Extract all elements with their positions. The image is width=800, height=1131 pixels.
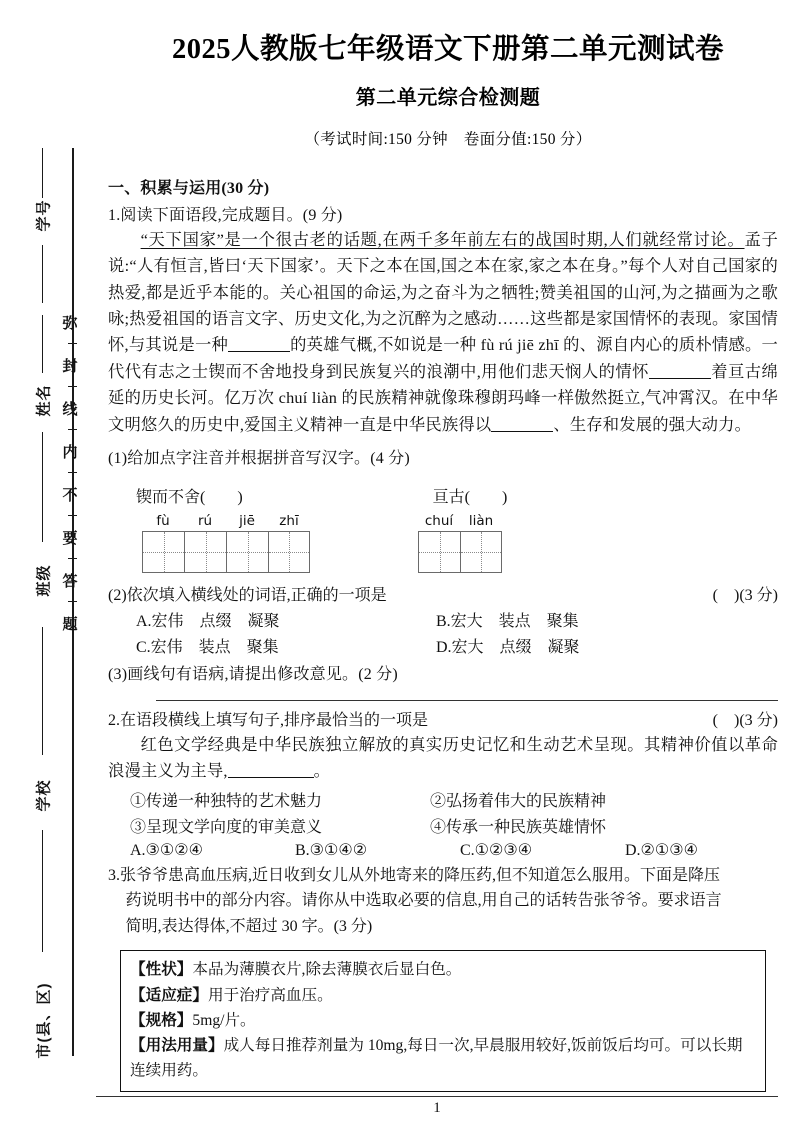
question-3-line-1: 3.张爷爷患高血压病,近日收到女儿从外地寄来的降压药,但不知道怎么服用。下面是降压 bbox=[108, 866, 721, 884]
info-rule bbox=[42, 245, 43, 303]
sidebar-field-市县区: 市(县、区) bbox=[35, 982, 53, 1059]
pinyin-ru: rú bbox=[197, 512, 213, 529]
page-footer bbox=[96, 1096, 778, 1117]
character-boxes-right bbox=[418, 531, 502, 573]
question-2-stem: 2.在语段横线上填写句子,排序最恰当的一项是 bbox=[108, 711, 429, 729]
option-A[interactable]: A.宏伟 点缀 凝聚 bbox=[136, 612, 280, 630]
exam-page bbox=[96, 0, 800, 1131]
question-1-2-header bbox=[108, 582, 778, 605]
page-subtitle: 第二单元综合检测题 bbox=[355, 86, 541, 109]
seal-dash bbox=[68, 558, 77, 559]
writing-grid-area bbox=[108, 513, 778, 573]
pinyin-jie: jiē bbox=[239, 512, 255, 529]
question-3-stem bbox=[108, 863, 778, 940]
passage-blank-3 bbox=[491, 431, 553, 432]
pinyin-zhi: zhī bbox=[279, 512, 299, 529]
question-2-passage-end: 。 bbox=[313, 761, 331, 781]
question-2-items-row-2 bbox=[108, 814, 778, 837]
drug-row-适应症 bbox=[130, 983, 756, 1008]
drug-text: 成人每日推荐剂量为 10mg,每日一次,早晨服用较好,饭前饭后均可。可以长期连续用药。 bbox=[130, 1037, 743, 1080]
question-1-2-stem: (2)依次填入横线处的词语,正确的一项是 bbox=[108, 586, 387, 604]
character-box[interactable] bbox=[226, 531, 268, 573]
passage-blank-2 bbox=[649, 378, 711, 379]
option-B[interactable]: B.宏大 装点 聚集 bbox=[436, 612, 579, 630]
page-title: 2025人教版七年级语文下册第二单元测试卷 bbox=[171, 34, 724, 65]
question-1-passage bbox=[108, 227, 778, 438]
passage-part-4: 着亘古绵延的历史长河。亿万次 chuí liàn 的民族精神就像珠穆朗玛峰一样傲然挺立,气冲霄汉。在中华文明悠久的历史中,爱国主义精神一直是中华民族得以 bbox=[108, 361, 778, 434]
character-box[interactable] bbox=[460, 531, 502, 573]
drug-text: 5mg/片。 bbox=[192, 1011, 256, 1029]
seal-char-题: 题 bbox=[62, 616, 78, 633]
sequence-item-2: ②弘扬着伟大的民族精神 bbox=[430, 792, 607, 810]
writing-grid-left bbox=[142, 513, 310, 573]
question-2-blank bbox=[228, 777, 314, 778]
binding-sidebar bbox=[0, 0, 96, 1131]
sequence-item-4: ④传承一种民族英雄情怀 bbox=[430, 818, 607, 836]
question-2-options bbox=[108, 840, 778, 860]
drug-label: 【性状】 bbox=[130, 961, 193, 979]
question-3-line-2: 药说明书中的部分内容。请你从中选取必要的信息,用自己的话转告张爷爷。要求语言 bbox=[125, 892, 722, 910]
question-1-3-stem: (3)画线句有语病,请提出修改意见。(2 分) bbox=[108, 665, 398, 683]
section-divider bbox=[156, 700, 778, 701]
seal-char-内: 内 bbox=[62, 444, 78, 461]
question-2-items-row-1 bbox=[108, 788, 778, 811]
question-1-1-stem: (1)给加点字注音并根据拼音写汉字。(4 分) bbox=[108, 449, 410, 467]
dotted-word-right: 亘古( ) bbox=[432, 488, 508, 506]
option-A[interactable]: A.③①②④ bbox=[130, 841, 203, 859]
question-2-passage-text: 红色文学经典是中华民族独立解放的真实历史记忆和生动艺术呈现。其精神价值以革命浪漫主义为主导, bbox=[108, 734, 778, 781]
drug-text: 本品为薄膜衣片,除去薄膜衣后显白色。 bbox=[192, 961, 462, 979]
writing-grid-right bbox=[418, 513, 502, 573]
info-rule bbox=[42, 830, 43, 952]
dotted-word-left: 锲而不舍( ) bbox=[136, 488, 243, 506]
passage-underlined-sentence: “天下国家”是一个很古老的话题,在两千多年前左右的战国时期,人们就经常讨论。 bbox=[140, 229, 745, 249]
passage-part-2: 孟子说:“人有恒言,皆曰‘天下国家’。天下之本在国,国之本在家,家之本在身。”每个人对自己国家的热爱,都是近乎本能的。关心祖国的命运,为之奋斗为之牺牲;赞美祖国的山河,为之描画为之歌咏;热爱祖国的语言文字、历史文化,为之沉醉为之感动……这些都是家国情怀的表现。家国情怀,与其说是一种 bbox=[108, 229, 778, 355]
page-number: 1 bbox=[433, 1100, 441, 1116]
drug-label: 【适应症】 bbox=[130, 986, 208, 1004]
passage-part-5: 、生存和发展的强大动力。 bbox=[553, 414, 752, 434]
seal-dash bbox=[68, 386, 77, 387]
character-box[interactable] bbox=[142, 531, 184, 573]
drug-label: 【规格】 bbox=[130, 1011, 193, 1029]
character-box[interactable] bbox=[184, 531, 226, 573]
option-B[interactable]: B.③①④② bbox=[295, 841, 368, 859]
question-1-2-options-row-1 bbox=[108, 608, 778, 631]
option-C[interactable]: C.①②③④ bbox=[460, 841, 533, 859]
exam-content bbox=[96, 149, 800, 1092]
option-D[interactable]: D.宏大 点缀 凝聚 bbox=[436, 638, 580, 656]
sidebar-field-姓名: 姓名 bbox=[35, 384, 53, 417]
pinyin-row-right bbox=[418, 513, 502, 531]
sidebar-field-学校: 学校 bbox=[35, 779, 53, 812]
exam-meta: （考试时间:150 分钟 卷面分值:150 分） bbox=[304, 130, 592, 148]
question-1-stem: 1.阅读下面语段,完成题目。(9 分) bbox=[108, 206, 343, 224]
passage-part-3: 的英雄气概,不如说是一种 fù rú jiē zhī 的、源自内心的质朴情感。一代代有志之士锲而不舍地投身到民族复兴的浪潮中,用他们悲天悯人的情怀 bbox=[108, 335, 779, 381]
question-2-passage bbox=[108, 732, 778, 785]
sequence-item-1: ①传递一种独特的艺术魅力 bbox=[130, 792, 323, 810]
pinyin-chui: chuí bbox=[424, 512, 454, 529]
seal-char-不: 不 bbox=[62, 487, 78, 504]
seal-char-答: 答 bbox=[62, 573, 78, 590]
question-2-answer-marker[interactable]: ( )(3 分) bbox=[712, 711, 778, 729]
seal-dash bbox=[68, 601, 77, 602]
question-1-1-words bbox=[108, 484, 778, 507]
question-1-2-answer-marker[interactable]: ( )(3 分) bbox=[712, 586, 778, 604]
option-C[interactable]: C.宏伟 装点 聚集 bbox=[136, 638, 279, 656]
info-rule bbox=[42, 315, 43, 373]
seal-dash bbox=[68, 429, 77, 430]
question-1-2-options-row-2 bbox=[108, 634, 778, 657]
seal-char-弥: 弥 bbox=[62, 315, 78, 332]
seal-dash bbox=[68, 472, 77, 473]
character-boxes-left bbox=[142, 531, 310, 573]
pinyin-fu: fù bbox=[156, 512, 170, 529]
seal-dash bbox=[68, 515, 77, 516]
seal-dash bbox=[68, 343, 77, 344]
sidebar-field-班级: 班级 bbox=[35, 564, 53, 597]
drug-text: 用于治疗高血压。 bbox=[207, 986, 333, 1004]
character-box[interactable] bbox=[418, 531, 460, 573]
sidebar-field-学号: 学号 bbox=[35, 199, 53, 232]
drug-row-规格 bbox=[130, 1008, 756, 1033]
info-rule bbox=[42, 627, 43, 755]
drug-label: 【用法用量】 bbox=[130, 1037, 224, 1055]
sequence-item-3: ③呈现文学向度的审美意义 bbox=[130, 818, 323, 836]
seal-char-线: 线 bbox=[62, 401, 78, 418]
option-D[interactable]: D.②①③④ bbox=[625, 841, 698, 859]
seal-char-封: 封 bbox=[62, 358, 78, 375]
seal-char-要: 要 bbox=[62, 530, 78, 547]
section-heading: 一、积累与运用(30 分) bbox=[108, 179, 270, 197]
question-2-header bbox=[108, 707, 778, 730]
passage-blank-1 bbox=[228, 351, 290, 352]
info-rule bbox=[42, 432, 43, 542]
pinyin-row-left bbox=[142, 513, 310, 531]
drug-row-用法用量 bbox=[130, 1033, 756, 1084]
question-3-line-3: 简明,表达得体,不超过 30 字。(3 分) bbox=[125, 917, 373, 935]
character-box[interactable] bbox=[268, 531, 310, 573]
pinyin-lian: liàn bbox=[468, 512, 494, 529]
drug-row-性状 bbox=[130, 957, 756, 982]
drug-information-box bbox=[120, 950, 766, 1091]
